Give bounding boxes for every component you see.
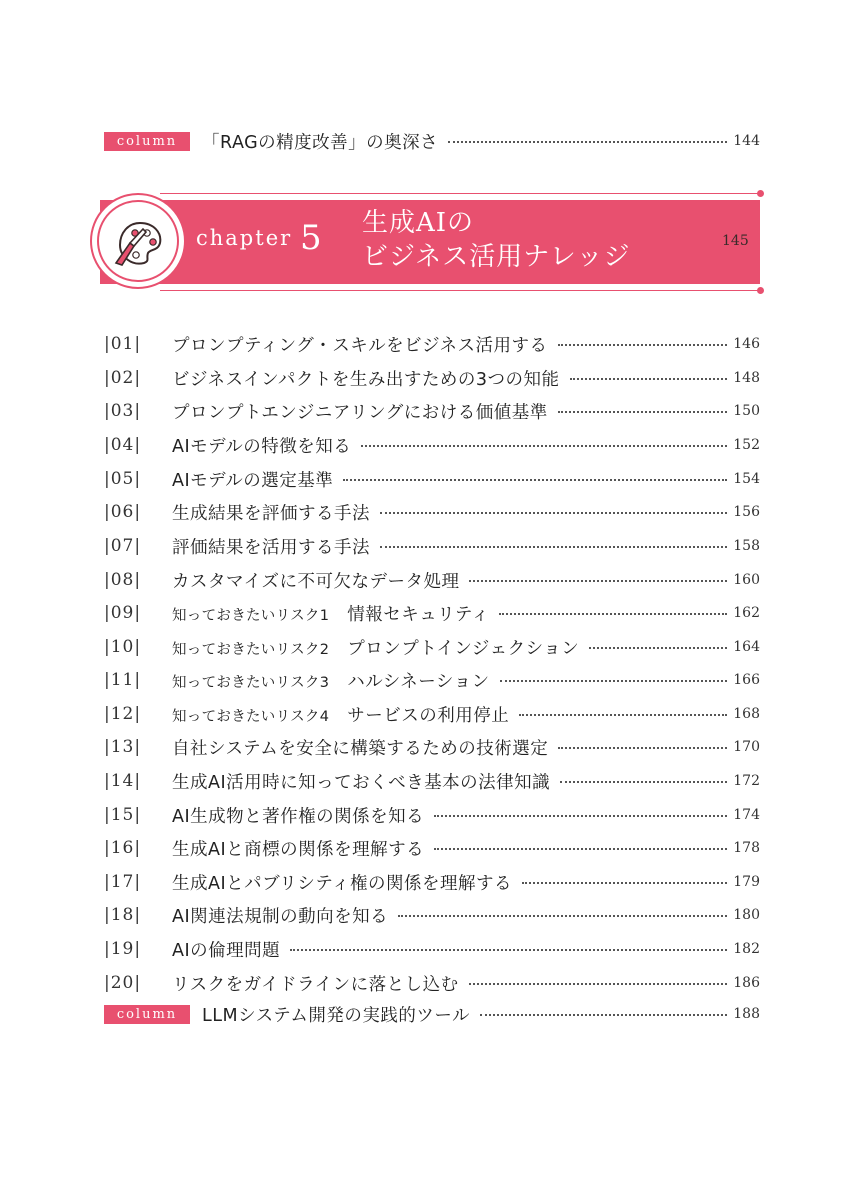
page-number: 160 xyxy=(733,572,760,588)
page-number: 148 xyxy=(733,370,760,386)
toc-entry[interactable] xyxy=(104,867,760,897)
chapter-label: chapter xyxy=(196,226,293,250)
section-title: AIの倫理問題 xyxy=(172,940,281,961)
page-number: 164 xyxy=(733,639,760,655)
page-number: 174 xyxy=(733,807,760,823)
leader-dots xyxy=(469,580,727,582)
leader-dots xyxy=(343,479,727,481)
page-number: 182 xyxy=(733,941,760,957)
column-tag: column xyxy=(104,1005,190,1024)
leader-dots xyxy=(361,445,727,447)
page-number: 168 xyxy=(733,706,760,722)
leader-dots xyxy=(448,141,727,143)
section-prefix: 知っておきたいリスク1 xyxy=(172,607,330,624)
page-number: 152 xyxy=(733,437,760,453)
section-title: 生成結果を評価する手法 xyxy=(172,503,370,524)
toc-entry[interactable] xyxy=(104,329,760,359)
banner-bottom-rule xyxy=(160,290,760,291)
leader-dots xyxy=(558,747,727,749)
page-number: 178 xyxy=(733,840,760,856)
toc-entry[interactable] xyxy=(104,968,760,998)
section-number: |04| xyxy=(104,435,142,455)
section-number: |07| xyxy=(104,536,142,556)
section-title: リスクをガイドラインに落とし込む xyxy=(172,974,459,995)
toc-entry[interactable] xyxy=(104,934,760,964)
toc-entry[interactable] xyxy=(104,665,760,695)
page-number: 146 xyxy=(733,336,760,352)
section-number: |03| xyxy=(104,401,142,421)
column-title: LLMシステム開発の実践的ツール xyxy=(202,1005,470,1026)
leader-dots xyxy=(519,714,727,716)
section-title: 生成AIと商標の関係を理解する xyxy=(172,839,425,860)
section-title: AI生成物と著作権の関係を知る xyxy=(172,806,425,827)
toc-entry[interactable] xyxy=(104,396,760,426)
column-tag: column xyxy=(104,132,190,151)
page-number: 172 xyxy=(733,773,760,789)
column-title: 「RAGの精度改善」の奥深さ xyxy=(202,132,439,153)
toc-column-entry-top[interactable] xyxy=(104,126,760,156)
leader-dots xyxy=(290,949,727,951)
section-number: |20| xyxy=(104,973,142,993)
toc-column-entry-bottom[interactable] xyxy=(104,999,760,1029)
section-prefix: 知っておきたいリスク2 xyxy=(172,641,330,658)
page-number: 150 xyxy=(733,403,760,419)
section-title: 知っておきたいリスク4 サービスの利用停止 xyxy=(172,705,510,726)
page-number: 156 xyxy=(733,504,760,520)
leader-dots xyxy=(570,378,728,380)
palette-brush-icon xyxy=(110,213,166,269)
toc-entry[interactable] xyxy=(104,833,760,863)
section-title: 生成AI活用時に知っておくべき基本の法律知識 xyxy=(172,772,551,793)
chapter-title xyxy=(362,206,630,274)
toc-entry[interactable] xyxy=(104,531,760,561)
section-number: |09| xyxy=(104,603,142,623)
page-number: 179 xyxy=(733,874,760,890)
toc-entry[interactable] xyxy=(104,900,760,930)
section-title: 自社システムを安全に構築するための技術選定 xyxy=(172,738,549,759)
chapter-title-line1: 生成AIの xyxy=(362,208,475,238)
toc-entry[interactable] xyxy=(104,363,760,393)
leader-dots xyxy=(434,815,727,817)
chapter-page-number: 145 xyxy=(722,233,749,249)
leader-dots xyxy=(480,1014,727,1016)
section-number: |19| xyxy=(104,939,142,959)
section-number: |18| xyxy=(104,905,142,925)
page-number: 154 xyxy=(733,471,760,487)
section-number: |13| xyxy=(104,737,142,757)
leader-dots xyxy=(560,781,727,783)
leader-dots xyxy=(398,915,727,917)
toc-entry[interactable] xyxy=(104,565,760,595)
leader-dots xyxy=(499,613,727,615)
toc-entry[interactable] xyxy=(104,632,760,662)
section-title: ビジネスインパクトを生み出すための3つの知能 xyxy=(172,369,560,390)
leader-dots xyxy=(469,983,728,985)
leader-dots xyxy=(380,546,727,548)
page-number: 158 xyxy=(733,538,760,554)
banner-top-rule xyxy=(160,193,760,194)
section-number: |01| xyxy=(104,334,142,354)
leader-dots xyxy=(434,848,727,850)
toc-entry[interactable] xyxy=(104,732,760,762)
toc-entry[interactable] xyxy=(104,800,760,830)
section-title: カスタマイズに不可欠なデータ処理 xyxy=(172,571,460,592)
section-prefix: 知っておきたいリスク4 xyxy=(172,708,330,725)
page-number: 170 xyxy=(733,739,760,755)
chapter-number: 5 xyxy=(300,218,322,258)
page-number: 162 xyxy=(733,605,760,621)
leader-dots xyxy=(589,647,727,649)
section-title: 評価結果を活用する手法 xyxy=(172,537,370,558)
section-number: |02| xyxy=(104,368,142,388)
page-number: 186 xyxy=(733,975,760,991)
section-title: AI関連法規制の動向を知る xyxy=(172,906,389,927)
section-number: |08| xyxy=(104,570,142,590)
leader-dots xyxy=(558,411,727,413)
toc-entry[interactable] xyxy=(104,430,760,460)
section-number: |06| xyxy=(104,502,142,522)
leader-dots xyxy=(558,344,728,346)
page-number: 166 xyxy=(733,672,760,688)
section-number: |10| xyxy=(104,637,142,657)
toc-entry[interactable] xyxy=(104,699,760,729)
section-number: |05| xyxy=(104,469,142,489)
leader-dots xyxy=(500,680,728,682)
section-number: |16| xyxy=(104,838,142,858)
section-number: |17| xyxy=(104,872,142,892)
section-prefix: 知っておきたいリスク3 xyxy=(172,674,330,691)
toc-entry[interactable] xyxy=(104,497,760,527)
leader-dots xyxy=(522,882,727,884)
toc-entry[interactable] xyxy=(104,464,760,494)
section-title: 知っておきたいリスク2 プロンプトインジェクション xyxy=(172,638,580,659)
leader-dots xyxy=(380,512,727,514)
section-number: |12| xyxy=(104,704,142,724)
section-title: AIモデルの選定基準 xyxy=(172,470,334,491)
section-title: プロンプティング・スキルをビジネス活用する xyxy=(172,335,548,356)
section-title: AIモデルの特徴を知る xyxy=(172,436,352,457)
toc-entry[interactable] xyxy=(104,766,760,796)
page-number: 144 xyxy=(733,133,760,149)
chapter-title-line2: ビジネス活用ナレッジ xyxy=(362,242,631,272)
section-title: 知っておきたいリスク1 情報セキュリティ xyxy=(172,604,490,625)
toc-entry[interactable] xyxy=(104,598,760,628)
section-title: 知っておきたいリスク3 ハルシネーション xyxy=(172,671,490,692)
section-number: |15| xyxy=(104,805,142,825)
chapter-emblem xyxy=(90,193,186,289)
section-number: |14| xyxy=(104,771,142,791)
section-title: プロンプトエンジニアリングにおける価値基準 xyxy=(172,402,548,423)
section-title: 生成AIとパブリシティ権の関係を理解する xyxy=(172,873,513,894)
page-number: 180 xyxy=(733,907,760,923)
section-number: |11| xyxy=(104,670,142,690)
page-number: 188 xyxy=(733,1006,760,1022)
